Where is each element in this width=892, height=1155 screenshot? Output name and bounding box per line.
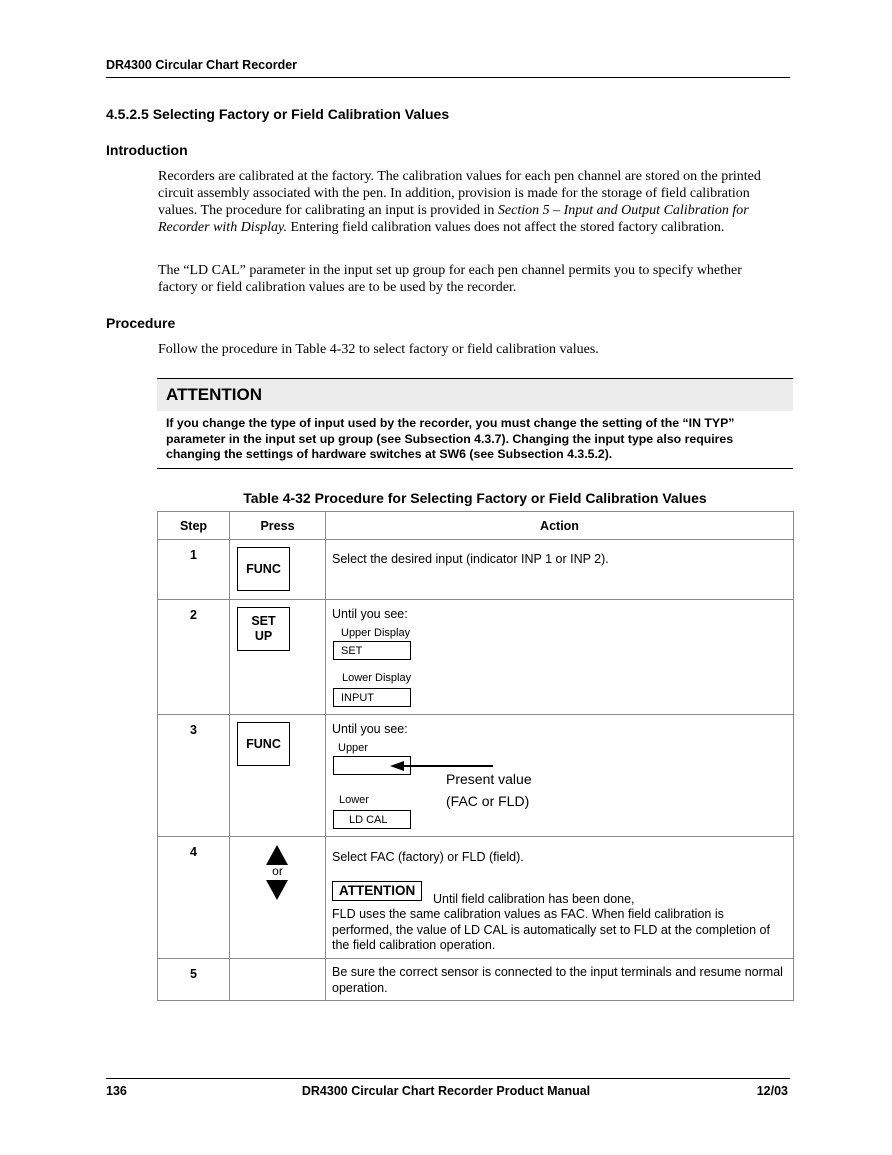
running-header: DR4300 Circular Chart Recorder	[106, 58, 298, 72]
step-number: 4	[158, 837, 230, 959]
attention-inline-label: ATTENTION	[332, 881, 422, 901]
action-cell	[326, 837, 794, 959]
header-step: Step	[158, 512, 230, 540]
footer-date: 12/03	[756, 1084, 788, 1098]
func-key: FUNC	[237, 722, 290, 766]
lower-display-box: INPUT	[333, 688, 411, 707]
upper-display-box: SET	[333, 641, 411, 660]
step-number: 3	[158, 715, 230, 837]
intro-text-reference: Section 5 – Input and Output Calibration for Recorder with Display.	[158, 203, 749, 235]
press-cell	[230, 837, 326, 959]
footer-title: DR4300 Circular Chart Recorder Product Manual	[301, 1084, 591, 1098]
procedure-paragraph: Follow the procedure in Table 4-32 to select factory or field calibration values.	[158, 342, 599, 357]
present-value-options: (FAC or FLD)	[446, 793, 530, 809]
table-row	[158, 715, 794, 837]
step-number: 5	[158, 959, 230, 1001]
footer-divider	[106, 1078, 790, 1079]
action-text: Until you see:	[332, 607, 408, 621]
lower-display-label: Lower	[339, 794, 369, 806]
attention-text: If you change the type of input used by the recorder, you must change the setting of the “IN TYP” parameter in the input set up group (see Subsection 4.3.7). Changing the input type also requires changing the settings of hardware switches at SW6 (see Subsection 4.3.5.2).	[166, 416, 735, 461]
table-row	[158, 959, 794, 1001]
page-number: 136	[106, 1084, 127, 1098]
action-cell	[326, 540, 794, 600]
press-cell	[230, 715, 326, 837]
press-cell	[230, 540, 326, 600]
setup-key-line1: SET	[251, 614, 276, 628]
table-header-row	[158, 512, 794, 540]
func-key: FUNC	[237, 547, 290, 591]
press-cell	[230, 959, 326, 1001]
action-text: Select the desired input (indicator INP 1 or INP 2).	[332, 552, 609, 566]
setup-key	[237, 607, 290, 651]
attention-box	[157, 378, 793, 469]
or-label: or	[272, 864, 283, 878]
table-row	[158, 540, 794, 600]
up-arrow-key-icon	[266, 845, 288, 865]
present-value-note: Present value	[446, 771, 532, 787]
action-cell	[326, 600, 794, 715]
step-number: 1	[158, 540, 230, 600]
setup-key-line2: UP	[254, 629, 273, 643]
introduction-heading: Introduction	[106, 142, 188, 158]
press-cell	[230, 600, 326, 715]
lower-display-box: LD CAL	[333, 810, 411, 829]
action-cell	[326, 715, 794, 837]
attention-inline-tail: Until field calibration has been done,	[433, 892, 635, 906]
table-row	[158, 837, 794, 959]
intro-text-b: Entering field calibration values does not affect the stored factory calibration.	[286, 220, 725, 235]
attention-inline-text: FLD uses the same calibration values as FAC. When field calibration is performed, the value of LD CAL is automatically set to FLD at the completion of the field calibration operation.	[332, 907, 770, 952]
procedure-heading: Procedure	[106, 315, 176, 331]
action-text: Until you see:	[332, 722, 408, 736]
action-text: Be sure the correct sensor is connected to the input terminals and resume normal operation.	[332, 965, 783, 995]
introduction-paragraph-1	[158, 168, 784, 236]
procedure-table	[157, 511, 794, 1001]
upper-display-label: Upper Display	[341, 627, 411, 639]
action-text: Select FAC (factory) or FLD (field).	[332, 850, 524, 864]
step-number: 2	[158, 600, 230, 715]
down-arrow-key-icon	[266, 880, 288, 900]
table-row	[158, 600, 794, 715]
table-caption: Table 4-32 Procedure for Selecting Factory or Field Calibration Values	[243, 490, 707, 506]
header-action: Action	[326, 512, 794, 540]
action-cell	[326, 959, 794, 1001]
header-press: Press	[230, 512, 326, 540]
intro-text-a: Recorders are calibrated at the factory. The calibration values for each pen channel are stored on the printed circuit assembly associated with the pen. In addition, provision is made for the storage of field calibration values. The procedure for calibrating an input is provided in	[158, 169, 761, 218]
upper-display-label: Upper	[338, 742, 368, 754]
attention-title: ATTENTION	[166, 385, 263, 404]
lower-display-label: Lower Display	[342, 672, 412, 684]
section-heading: 4.5.2.5 Selecting Factory or Field Calibration Values	[106, 106, 450, 122]
introduction-paragraph-2: The “LD CAL” parameter in the input set up group for each pen channel permits you to specify whether factory or field calibration values are to be used by the recorder.	[158, 263, 742, 295]
header-divider	[106, 77, 790, 78]
